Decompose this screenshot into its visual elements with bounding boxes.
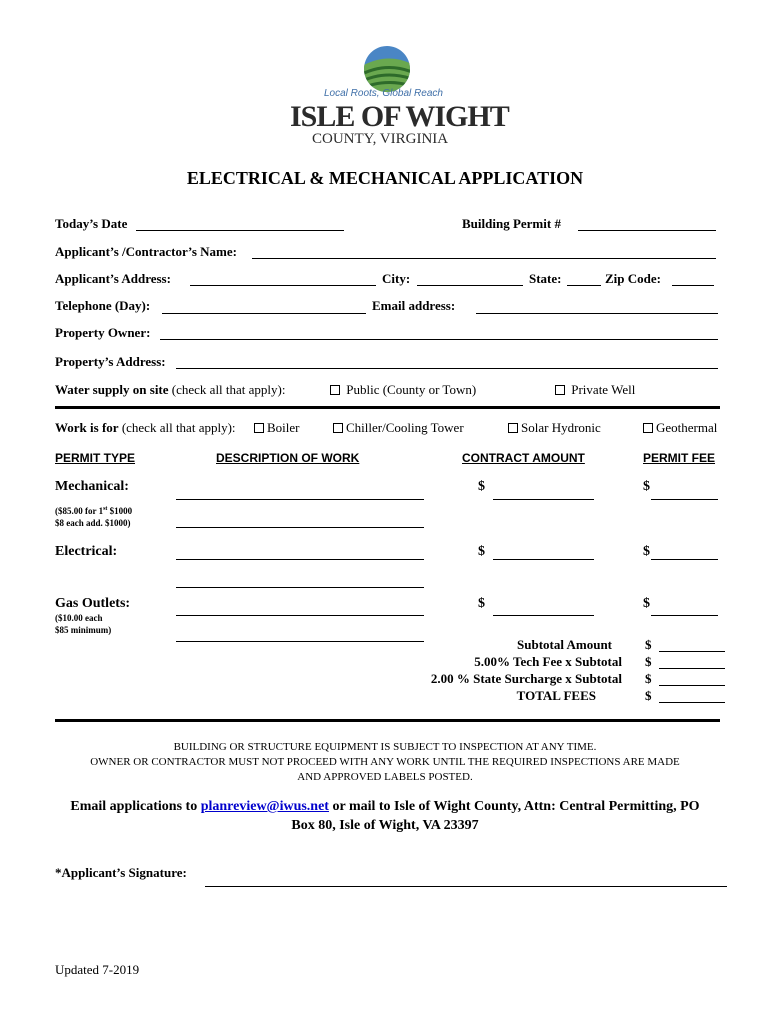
header-permit-type: PERMIT TYPE (55, 451, 136, 465)
water-option-private-well[interactable]: Private Well (555, 382, 635, 398)
dollar-sign: $ (645, 671, 652, 686)
building-permit-field[interactable] (578, 230, 716, 231)
section-divider (55, 719, 720, 722)
gas-description-field-2[interactable] (176, 641, 424, 642)
dollar-sign: $ (478, 479, 485, 494)
submit-instructions: Email applications to planreview@iwus.net or mail to Isle of Wight County, Attn: Central Permitting, PO Box 80, Isle of Wight, VA 23397 (70, 799, 700, 833)
dollar-sign: $ (478, 544, 485, 559)
mechanical-description-field-1[interactable] (176, 499, 424, 500)
work-option-boiler[interactable]: Boiler (254, 420, 300, 436)
electrical-description-field-2[interactable] (176, 587, 424, 588)
signature-label: *Applicant’s Signature: (55, 865, 187, 880)
electrical-label: Electrical: (55, 544, 118, 559)
property-owner-field[interactable] (160, 339, 718, 340)
electrical-contract-amount-field[interactable] (493, 559, 594, 560)
work-option-solar-hydronic[interactable]: Solar Hydronic (508, 420, 601, 436)
mechanical-permit-fee-field[interactable] (651, 499, 718, 500)
dollar-sign: $ (645, 637, 652, 652)
state-label: State: (529, 271, 562, 286)
city-field[interactable] (417, 285, 523, 286)
todays-date-field[interactable] (136, 230, 344, 231)
header-permit-fee: PERMIT FEE (643, 451, 716, 465)
inspection-notice: BUILDING OR STRUCTURE EQUIPMENT IS SUBJECT TO INSPECTION AT ANY TIME. OWNER OR CONTRACTOR MUST NOT PROCEED WITH ANY WORK UNTIL THE REQUIRED INSPECTIONS ARE MADE AND APPROVED LABELS POSTED. (90, 741, 680, 783)
checkbox-icon[interactable] (508, 423, 518, 433)
checkbox-icon[interactable] (643, 423, 653, 433)
applicant-address-field[interactable] (190, 285, 376, 286)
gas-outlets-label: Gas Outlets: (55, 596, 131, 611)
electrical-permit-fee-field[interactable] (651, 559, 718, 560)
water-option-public[interactable]: Public (County or Town) (330, 382, 476, 398)
total-fees-field[interactable] (659, 702, 725, 703)
property-owner-label: Property Owner: (55, 325, 151, 340)
mechanical-label: Mechanical: (55, 479, 129, 494)
checkbox-icon[interactable] (555, 385, 565, 395)
dollar-sign: $ (643, 596, 650, 611)
dollar-sign: $ (643, 544, 650, 559)
state-surcharge-field[interactable] (659, 685, 725, 686)
logo-tagline: Local Roots, Global Reach (324, 88, 443, 99)
checkbox-icon[interactable] (330, 385, 340, 395)
mechanical-contract-amount-field[interactable] (493, 499, 594, 500)
header-contract-amount: CONTRACT AMOUNT (462, 451, 585, 465)
tech-fee-field[interactable] (659, 668, 725, 669)
state-surcharge-label: 2.00 % State Surcharge x Subtotal (430, 671, 622, 686)
mechanical-description-field-2[interactable] (176, 527, 424, 528)
signature-field[interactable] (205, 886, 727, 887)
gas-permit-fee-field[interactable] (651, 615, 718, 616)
planreview-email-link[interactable]: planreview@iwus.net (200, 799, 329, 814)
work-for-label: Work is for (55, 420, 119, 435)
dollar-sign: $ (645, 688, 652, 703)
gas-contract-amount-field[interactable] (493, 615, 594, 616)
dollar-sign: $ (478, 596, 485, 611)
state-field[interactable] (567, 285, 601, 286)
page-title: ELECTRICAL & MECHANICAL APPLICATION (186, 168, 584, 188)
applicant-name-label: Applicant’s /Contractor’s Name: (55, 244, 237, 259)
email-label: Email address: (372, 298, 456, 313)
todays-date-label: Today’s Date (55, 216, 128, 231)
water-supply-row (55, 382, 285, 398)
work-option-geothermal[interactable]: Geothermal (643, 420, 717, 436)
building-permit-label: Building Permit # (462, 216, 561, 231)
email-field[interactable] (476, 313, 718, 314)
subtotal-field[interactable] (659, 651, 725, 652)
telephone-field[interactable] (162, 313, 366, 314)
zip-code-label: Zip Code: (605, 271, 661, 286)
applicant-name-field[interactable] (252, 258, 716, 259)
header-description: DESCRIPTION OF WORK (216, 451, 360, 465)
telephone-label: Telephone (Day): (55, 298, 151, 313)
water-supply-label: Water supply on site (55, 382, 169, 397)
mechanical-fee-note: ($85.00 for 1st $1000 $8 each add. $1000) (55, 506, 133, 528)
globe-emblem (362, 44, 412, 94)
work-for-row (55, 420, 236, 436)
checkbox-icon[interactable] (333, 423, 343, 433)
dollar-sign: $ (645, 654, 652, 669)
property-address-label: Property’s Address: (55, 354, 166, 369)
electrical-description-field-1[interactable] (176, 559, 424, 560)
work-for-note: (check all that apply): (121, 420, 236, 435)
city-label: City: (382, 271, 411, 286)
checkbox-icon[interactable] (254, 423, 264, 433)
gas-fee-note: ($10.00 each $85 minimum) (55, 613, 112, 635)
subtotal-label: Subtotal Amount (517, 637, 612, 652)
gas-description-field-1[interactable] (176, 615, 424, 616)
property-address-field[interactable] (176, 368, 718, 369)
applicant-address-label: Applicant’s Address: (55, 271, 171, 286)
dollar-sign: $ (643, 479, 650, 494)
logo-name: ISLE OF WIGHT (290, 100, 509, 133)
work-option-chiller[interactable]: Chiller/Cooling Tower (333, 420, 464, 436)
logo-county: COUNTY, VIRGINIA (312, 131, 449, 147)
section-divider (55, 406, 720, 409)
tech-fee-label: 5.00% Tech Fee x Subtotal (474, 654, 622, 669)
updated-date: Updated 7-2019 (55, 962, 140, 977)
zip-code-field[interactable] (672, 285, 714, 286)
water-supply-note: (check all that apply): (171, 382, 286, 397)
total-fees-label: TOTAL FEES (516, 688, 596, 703)
